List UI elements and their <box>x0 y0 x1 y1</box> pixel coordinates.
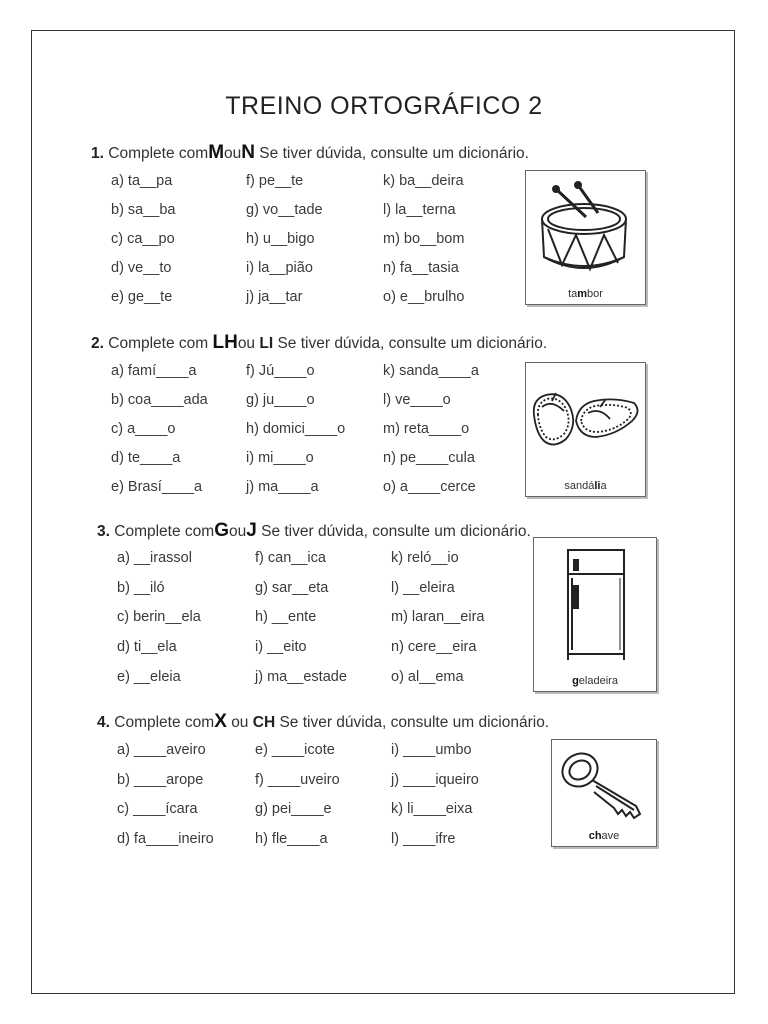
exercise-number: 1. <box>91 145 104 162</box>
exercise-item: i) ____umbo <box>391 742 472 758</box>
exercise-item: j) ja__tar <box>246 289 303 305</box>
instruction-tail: Se tiver dúvida, consulte um dicionário. <box>273 335 548 352</box>
exercise-item: o) al__ema <box>391 669 464 685</box>
exercise-item: i) la__pião <box>246 260 313 276</box>
exercise-item: b) ____arope <box>117 772 204 788</box>
instruction-1 <box>91 142 529 164</box>
picture-key <box>551 739 657 847</box>
exercise-item: k) reló__io <box>391 550 459 566</box>
instruction-or: ou <box>231 714 249 731</box>
letter-option-a: X <box>214 711 227 732</box>
exercise-item: a) ta__pa <box>111 173 173 189</box>
exercise-item: m) bo__bom <box>383 231 465 247</box>
exercise-item: o) a____cerce <box>383 479 476 495</box>
exercise-item: l) ve____o <box>383 392 451 408</box>
exercise-item: e) ge__te <box>111 289 173 305</box>
exercise-item: d) ve__to <box>111 260 172 276</box>
exercise-item: n) pe____cula <box>383 450 475 466</box>
exercise-number: 3. <box>97 523 110 540</box>
exercise-item: b) __iló <box>117 580 165 596</box>
exercise-item: b) coa____ada <box>111 392 208 408</box>
exercise-item: f) Jú____o <box>246 363 315 379</box>
exercise-item: g) vo__tade <box>246 202 323 218</box>
exercise-item: f) pe__te <box>246 173 304 189</box>
picture-caption: tambor <box>568 288 603 300</box>
picture-drum <box>525 170 646 305</box>
instruction-4 <box>97 711 549 733</box>
exercise-item: g) sar__eta <box>255 580 329 596</box>
exercise-item: d) te____a <box>111 450 181 466</box>
exercise-item: e) ____icote <box>255 742 335 758</box>
instruction-text: Complete com <box>108 335 213 352</box>
exercise-item: f) ____uveiro <box>255 772 340 788</box>
letter-option-b: N <box>241 142 255 163</box>
exercise-number: 2. <box>91 335 104 352</box>
exercise-item: a) __irassol <box>117 550 192 566</box>
picture-caption: chave <box>588 830 620 842</box>
picture-caption: sandália <box>564 480 607 492</box>
exercise-item: c) berin__ela <box>117 609 201 625</box>
picture-caption: geladeira <box>572 675 618 687</box>
exercise-item: g) pei____e <box>255 801 332 817</box>
exercise-item: c) ____ícara <box>117 801 198 817</box>
instruction-tail: Se tiver dúvida, consulte um dicionário. <box>255 145 529 162</box>
exercise-item: i) __eito <box>255 639 307 655</box>
exercise-item: a) famí____a <box>111 363 197 379</box>
exercise-item: d) fa____ineiro <box>117 831 214 847</box>
exercise-item: b) sa__ba <box>111 202 176 218</box>
exercise-item: e) Brasí____a <box>111 479 203 495</box>
picture-refrigerator <box>533 537 657 692</box>
exercise-item: f) can__ica <box>255 550 326 566</box>
exercise-item: h) u__bigo <box>246 231 315 247</box>
letter-option-a: LH <box>212 332 238 353</box>
letter-option-b: CH <box>252 714 276 731</box>
exercise-item: e) __eleia <box>117 669 181 685</box>
letter-option-b: LI <box>259 335 274 352</box>
exercise-item: g) ju____o <box>246 392 315 408</box>
exercise-item: h) fle____a <box>255 831 328 847</box>
instruction-text: Complete com <box>114 523 215 540</box>
exercise-item: n) cere__eira <box>391 639 477 655</box>
instruction-tail: Se tiver dúvida, consulte um dicionário. <box>275 714 550 731</box>
instruction-2 <box>91 332 547 354</box>
exercise-item: c) a____o <box>111 421 176 437</box>
letter-option-b: J <box>246 520 257 541</box>
exercise-item: h) domici____o <box>246 421 346 437</box>
exercise-item: m) laran__eira <box>391 609 485 625</box>
exercise-item: m) reta____o <box>383 421 470 437</box>
drum-icon <box>526 171 645 304</box>
exercise-item: j) ma____a <box>246 479 319 495</box>
instruction-text: Complete com <box>114 714 215 731</box>
exercise-item: i) mi____o <box>246 450 314 466</box>
instruction-tail: Se tiver dúvida, consulte um dicionário. <box>256 523 531 540</box>
exercise-item: j) ma__estade <box>255 669 347 685</box>
instruction-or: ou <box>237 335 256 352</box>
sandals-icon <box>526 363 645 496</box>
exercise-item: k) ba__deira <box>383 173 464 189</box>
exercise-item: l) __eleira <box>391 580 455 596</box>
exercise-item: k) li____eixa <box>391 801 473 817</box>
instruction-or: ou <box>228 523 247 540</box>
instruction-text: Complete com <box>108 145 209 162</box>
instruction-or: ou <box>224 145 242 162</box>
exercise-item: l) ____ifre <box>391 831 456 847</box>
refrigerator-icon <box>534 538 656 691</box>
exercise-item: j) ____iqueiro <box>391 772 479 788</box>
picture-sandals <box>525 362 646 497</box>
page-title: TREINO ORTOGRÁFICO 2 <box>225 92 543 120</box>
exercise-item: c) ca__po <box>111 231 175 247</box>
instruction-3 <box>97 520 531 542</box>
exercise-item: n) fa__tasia <box>383 260 459 276</box>
exercise-item: a) ____aveiro <box>117 742 206 758</box>
exercise-item: l) la__terna <box>383 202 456 218</box>
exercise-item: o) e__brulho <box>383 289 465 305</box>
letter-option-a: M <box>208 142 225 163</box>
letter-option-a: G <box>214 520 229 541</box>
exercise-number: 4. <box>97 714 110 731</box>
exercise-item: d) ti__ela <box>117 639 177 655</box>
exercise-item: k) sanda____a <box>383 363 479 379</box>
exercise-item: h) __ente <box>255 609 317 625</box>
